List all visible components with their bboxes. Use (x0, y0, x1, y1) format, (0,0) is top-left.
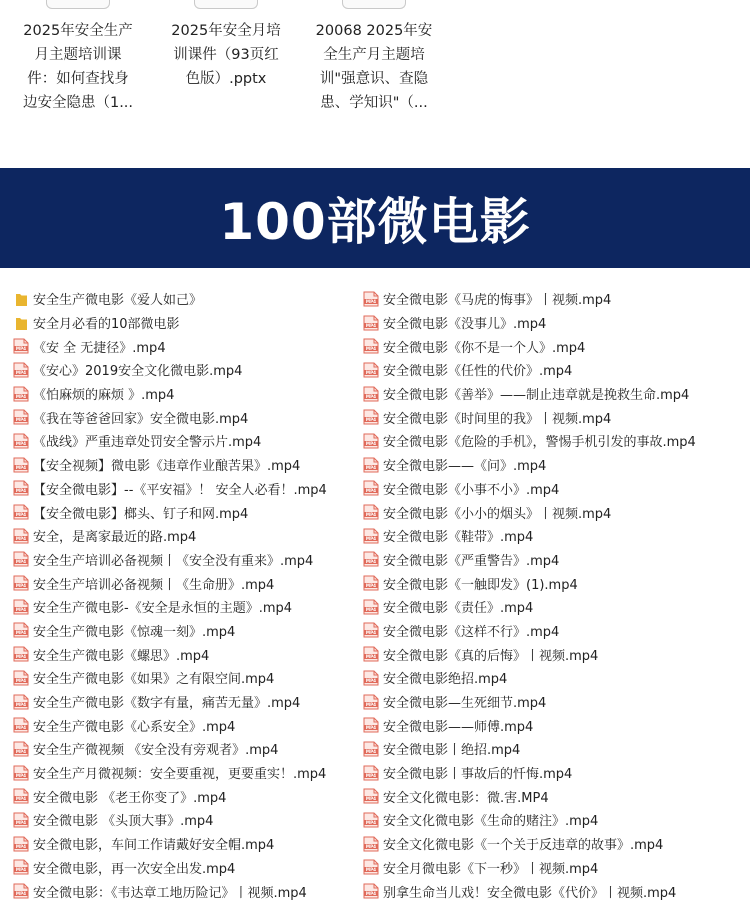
svg-text:MP4: MP4 (15, 441, 27, 447)
mp4-file-icon (13, 646, 29, 662)
file-name: 安全月必看的10部微电影 (33, 317, 180, 333)
svg-text:MP4: MP4 (365, 843, 377, 849)
svg-text:MP4: MP4 (15, 867, 27, 873)
svg-text:MP4: MP4 (365, 441, 377, 447)
file-name: 安全微电影《善举》——制止违章就是挽救生命.mp4 (383, 388, 690, 404)
top-file-item[interactable] (17, 0, 139, 115)
mp4-file-icon (13, 788, 29, 804)
svg-text:MP4: MP4 (15, 630, 27, 636)
file-row[interactable] (363, 453, 748, 477)
mp4-file-icon (363, 694, 379, 710)
svg-text:MP4: MP4 (365, 630, 377, 636)
file-name: 安全文化微电影《生命的赌注》.mp4 (383, 814, 599, 830)
file-row[interactable] (363, 595, 748, 619)
svg-text:MP4: MP4 (365, 820, 377, 826)
mp4-file-icon (13, 551, 29, 567)
file-row[interactable] (363, 690, 748, 714)
file-list-right (363, 287, 748, 903)
svg-text:MP4: MP4 (15, 654, 27, 660)
file-name: 安全微电影，再一次安全出发.mp4 (33, 861, 236, 877)
mp4-file-icon (13, 480, 29, 496)
svg-text:MP4: MP4 (365, 891, 377, 897)
top-file-item[interactable] (165, 0, 287, 91)
mp4-file-icon (363, 622, 379, 638)
svg-text:MP4: MP4 (365, 346, 377, 352)
mp4-file-icon (13, 599, 29, 615)
mp4-file-icon (363, 457, 379, 473)
file-name: 《怕麻烦的麻烦 》.mp4 (33, 388, 175, 404)
file-name: 安全文化微电影：微.害.MP4 (383, 790, 549, 806)
svg-text:MP4: MP4 (15, 606, 27, 612)
file-name: 《战线》严重违章处罚安全警示片.mp4 (33, 435, 262, 451)
file-row[interactable] (13, 619, 358, 643)
file-row[interactable] (363, 571, 748, 595)
svg-text:MP4: MP4 (365, 725, 377, 731)
file-name: 安全，是离家最近的路.mp4 (33, 530, 197, 546)
file-row[interactable] (363, 713, 748, 737)
svg-text:MP4: MP4 (15, 820, 27, 826)
file-row[interactable] (13, 784, 358, 808)
file-name: 20068 2025年安 全生产月主题培 训"强意识、查隐 患、学知识"（... (315, 23, 433, 111)
file-row[interactable] (13, 524, 358, 548)
svg-text:MP4: MP4 (365, 512, 377, 518)
mp4-file-icon (363, 575, 379, 591)
file-name: 安全微电影《这样不行》.mp4 (383, 624, 560, 640)
svg-text:MP4: MP4 (15, 346, 27, 352)
svg-text:MP4: MP4 (15, 393, 27, 399)
svg-text:MP4: MP4 (365, 678, 377, 684)
file-row[interactable] (13, 808, 358, 832)
svg-text:MP4: MP4 (365, 749, 377, 755)
file-name: 安全微电影 《头顶大事》.mp4 (33, 814, 214, 830)
file-name: 【安全视频】微电影《违章作业酿苦果》.mp4 (33, 459, 301, 475)
file-row[interactable] (363, 619, 748, 643)
mp4-file-icon (363, 788, 379, 804)
file-name: 安全生产培训必备视频丨《安全没有重来》.mp4 (33, 553, 314, 569)
svg-text:MP4: MP4 (15, 678, 27, 684)
folder-icon (15, 316, 28, 330)
svg-text:MP4: MP4 (15, 488, 27, 494)
svg-text:MP4: MP4 (15, 796, 27, 802)
svg-text:MP4: MP4 (365, 583, 377, 589)
mp4-file-icon (13, 575, 29, 591)
file-row[interactable] (363, 500, 748, 524)
file-row[interactable] (363, 666, 748, 690)
svg-text:MP4: MP4 (15, 559, 27, 565)
banner-title: 100部微电影 (219, 193, 531, 251)
file-row[interactable] (13, 737, 358, 761)
svg-text:MP4: MP4 (365, 796, 377, 802)
file-name: 《我在等爸爸回家》安全微电影.mp4 (33, 411, 249, 427)
file-name: 安全微电影《危险的手机》，警惕手机引发的事故.mp4 (383, 435, 696, 451)
file-row[interactable] (363, 642, 748, 666)
mp4-file-icon (13, 836, 29, 852)
svg-text:MP4: MP4 (15, 701, 27, 707)
mp4-file-icon (363, 883, 379, 899)
mp4-file-icon (363, 646, 379, 662)
file-row[interactable] (13, 666, 358, 690)
svg-text:MP4: MP4 (365, 535, 377, 541)
svg-text:MP4: MP4 (365, 559, 377, 565)
svg-text:MP4: MP4 (15, 464, 27, 470)
mp4-file-icon (13, 670, 29, 686)
file-row[interactable] (13, 832, 358, 856)
svg-text:MP4: MP4 (365, 393, 377, 399)
svg-text:MP4: MP4 (15, 417, 27, 423)
svg-text:MP4: MP4 (365, 867, 377, 873)
file-row[interactable] (363, 856, 748, 880)
file-name: 2025年安全月培 训课件（93页红 色版）.pptx (171, 23, 281, 87)
svg-text:MP4: MP4 (365, 299, 377, 305)
svg-text:MP4: MP4 (15, 891, 27, 897)
file-thumbnail (342, 0, 406, 9)
file-row[interactable] (13, 856, 358, 880)
file-name: 安全生产微电影-《安全是永恒的主题》.mp4 (33, 601, 293, 617)
file-row[interactable] (363, 311, 748, 335)
file-row[interactable] (13, 477, 358, 501)
mp4-file-icon (363, 480, 379, 496)
file-row[interactable] (363, 808, 748, 832)
mp4-file-icon (13, 409, 29, 425)
file-row[interactable] (13, 548, 358, 572)
file-name: 安全微电影《没事儿》.mp4 (383, 317, 547, 333)
mp4-file-icon (13, 694, 29, 710)
file-row[interactable] (363, 761, 748, 785)
file-row[interactable] (13, 287, 358, 311)
file-name: 别拿生命当儿戏！安全微电影《代价》丨视频.mp4 (383, 885, 677, 901)
mp4-file-icon (13, 622, 29, 638)
file-row[interactable] (363, 879, 748, 903)
mp4-file-icon (363, 765, 379, 781)
file-name: 安全微电影：《韦达章工地历险记》丨视频.mp4 (33, 885, 307, 901)
mp4-file-icon (13, 433, 29, 449)
file-row[interactable] (13, 879, 358, 903)
svg-text:MP4: MP4 (365, 606, 377, 612)
svg-text:MP4: MP4 (365, 417, 377, 423)
file-row[interactable] (13, 500, 358, 524)
svg-text:MP4: MP4 (365, 772, 377, 778)
mp4-file-icon (363, 812, 379, 828)
mp4-file-icon (363, 433, 379, 449)
file-name: 安全微电影《真的后悔》丨视频.mp4 (383, 648, 599, 664)
mp4-file-icon (363, 528, 379, 544)
file-name: 安全微电影 《老王你变了》.mp4 (33, 790, 227, 806)
file-list-left (13, 287, 358, 903)
mp4-file-icon (363, 386, 379, 402)
svg-text:MP4: MP4 (15, 512, 27, 518)
file-name: 安全文化微电影《一个关于反违章的故事》.mp4 (383, 838, 664, 854)
file-row[interactable] (363, 548, 748, 572)
file-name: 【安全微电影】榔头、钉子和网.mp4 (33, 506, 249, 522)
mp4-file-icon (13, 362, 29, 378)
mp4-file-icon (13, 765, 29, 781)
mp4-file-icon (13, 717, 29, 733)
file-row[interactable] (363, 524, 748, 548)
mp4-file-icon (13, 386, 29, 402)
file-name: 安全生产微电影《心系安全》.mp4 (33, 719, 236, 735)
mp4-file-icon (13, 741, 29, 757)
mp4-file-icon (363, 717, 379, 733)
top-file-grid (0, 0, 750, 168)
file-name: 安全微电影《鞋带》.mp4 (383, 530, 534, 546)
svg-text:MP4: MP4 (15, 535, 27, 541)
svg-text:MP4: MP4 (365, 654, 377, 660)
file-name: 安全微电影《时间里的我》丨视频.mp4 (383, 411, 612, 427)
file-name: 安全微电影《你不是一个人》.mp4 (383, 340, 586, 356)
file-row[interactable] (363, 784, 748, 808)
svg-text:MP4: MP4 (365, 701, 377, 707)
file-row[interactable] (13, 595, 358, 619)
file-row[interactable] (363, 382, 748, 406)
svg-text:MP4: MP4 (15, 843, 27, 849)
file-name: 安全生产培训必备视频丨《生命册》.mp4 (33, 577, 275, 593)
mp4-file-icon (363, 670, 379, 686)
file-name: 安全微电影《一触即发》(1).mp4 (383, 577, 578, 593)
mp4-file-icon (13, 528, 29, 544)
file-name: 安全微电影——《问》.mp4 (383, 459, 547, 475)
mp4-file-icon (13, 504, 29, 520)
file-name: 安全生产微电影《惊魂一刻》.mp4 (33, 624, 236, 640)
file-name: 安全微电影《责任》.mp4 (383, 601, 534, 617)
file-row[interactable] (363, 477, 748, 501)
mp4-file-icon (363, 291, 379, 307)
mp4-file-icon (13, 812, 29, 828)
file-row[interactable] (13, 382, 358, 406)
file-name: 安全生产月微视频：安全要重视，更要重实！.mp4 (33, 767, 327, 783)
file-row[interactable] (363, 405, 748, 429)
section-banner (0, 168, 750, 268)
svg-text:MP4: MP4 (365, 370, 377, 376)
file-name: 【安全微电影】--《平安福》！ 安全人必看！.mp4 (33, 482, 327, 498)
file-row[interactable] (363, 832, 748, 856)
file-name: 安全微电影——师傅.mp4 (383, 719, 534, 735)
file-name: 安全微电影丨绝招.mp4 (383, 743, 521, 759)
file-name: 安全生产微电影《爱人如己》 (33, 293, 203, 309)
file-name: 安全微电影《严重警告》.mp4 (383, 553, 560, 569)
svg-text:MP4: MP4 (15, 772, 27, 778)
svg-text:MP4: MP4 (365, 464, 377, 470)
mp4-file-icon (363, 741, 379, 757)
file-row[interactable] (363, 358, 748, 382)
file-row[interactable] (363, 334, 748, 358)
mp4-file-icon (363, 836, 379, 852)
mp4-file-icon (363, 409, 379, 425)
svg-text:MP4: MP4 (365, 322, 377, 328)
file-row[interactable] (13, 405, 358, 429)
file-row[interactable] (13, 690, 358, 714)
file-name: 安全生产微电影《螺思》.mp4 (33, 648, 210, 664)
file-name: 安全微电影—生死细节.mp4 (383, 696, 547, 712)
file-thumbnail (46, 0, 110, 9)
file-name: 安全微电影，车间工作请戴好安全帽.mp4 (33, 838, 275, 854)
file-row[interactable] (363, 737, 748, 761)
file-name: 安全微电影《马虎的悔事》丨视频.mp4 (383, 293, 612, 309)
mp4-file-icon (363, 362, 379, 378)
file-row[interactable] (13, 713, 358, 737)
svg-text:MP4: MP4 (365, 488, 377, 494)
file-name: 安全生产微电影《如果》之有限空间.mp4 (33, 672, 275, 688)
svg-text:MP4: MP4 (15, 725, 27, 731)
svg-text:MP4: MP4 (15, 749, 27, 755)
file-row[interactable] (363, 287, 748, 311)
mp4-file-icon (363, 338, 379, 354)
file-row[interactable] (13, 761, 358, 785)
folder-icon (15, 292, 28, 306)
file-row[interactable] (363, 429, 748, 453)
file-name: 安全微电影《任性的代价》.mp4 (383, 364, 573, 380)
top-file-item[interactable] (313, 0, 435, 115)
mp4-file-icon (363, 551, 379, 567)
file-name: 安全生产微电影《数字有量，痛苦无量》.mp4 (33, 696, 301, 712)
mp4-file-icon (363, 859, 379, 875)
mp4-file-icon (13, 338, 29, 354)
mp4-file-icon (363, 315, 379, 331)
file-name: 安全月微电影《下一秒》丨视频.mp4 (383, 861, 599, 877)
file-row[interactable] (13, 429, 358, 453)
svg-text:MP4: MP4 (15, 583, 27, 589)
file-row[interactable] (13, 571, 358, 595)
mp4-file-icon (13, 883, 29, 899)
file-name: 安全生产微视频 《安全没有旁观者》.mp4 (33, 743, 279, 759)
mp4-file-icon (13, 457, 29, 473)
file-name: 安全微电影《小事不小》.mp4 (383, 482, 560, 498)
file-row[interactable] (13, 334, 358, 358)
file-name: 《安 全 无捷径》.mp4 (33, 340, 166, 356)
mp4-file-icon (363, 504, 379, 520)
mp4-file-icon (363, 599, 379, 615)
file-row[interactable] (13, 453, 358, 477)
mp4-file-icon (13, 859, 29, 875)
file-name: 安全微电影《小小的烟头》丨视频.mp4 (383, 506, 612, 522)
file-row[interactable] (13, 642, 358, 666)
file-name: 安全微电影绝招.mp4 (383, 672, 508, 688)
svg-text:MP4: MP4 (15, 370, 27, 376)
file-name: 2025年安全生产 月主题培训课 件：如何查找身 边安全隐患（1... (22, 23, 134, 111)
file-name: 《安心》2019安全文化微电影.mp4 (33, 364, 243, 380)
file-name: 安全微电影丨事故后的忏悔.mp4 (383, 767, 573, 783)
file-row[interactable] (13, 311, 358, 335)
file-thumbnail (194, 0, 258, 9)
file-row[interactable] (13, 358, 358, 382)
